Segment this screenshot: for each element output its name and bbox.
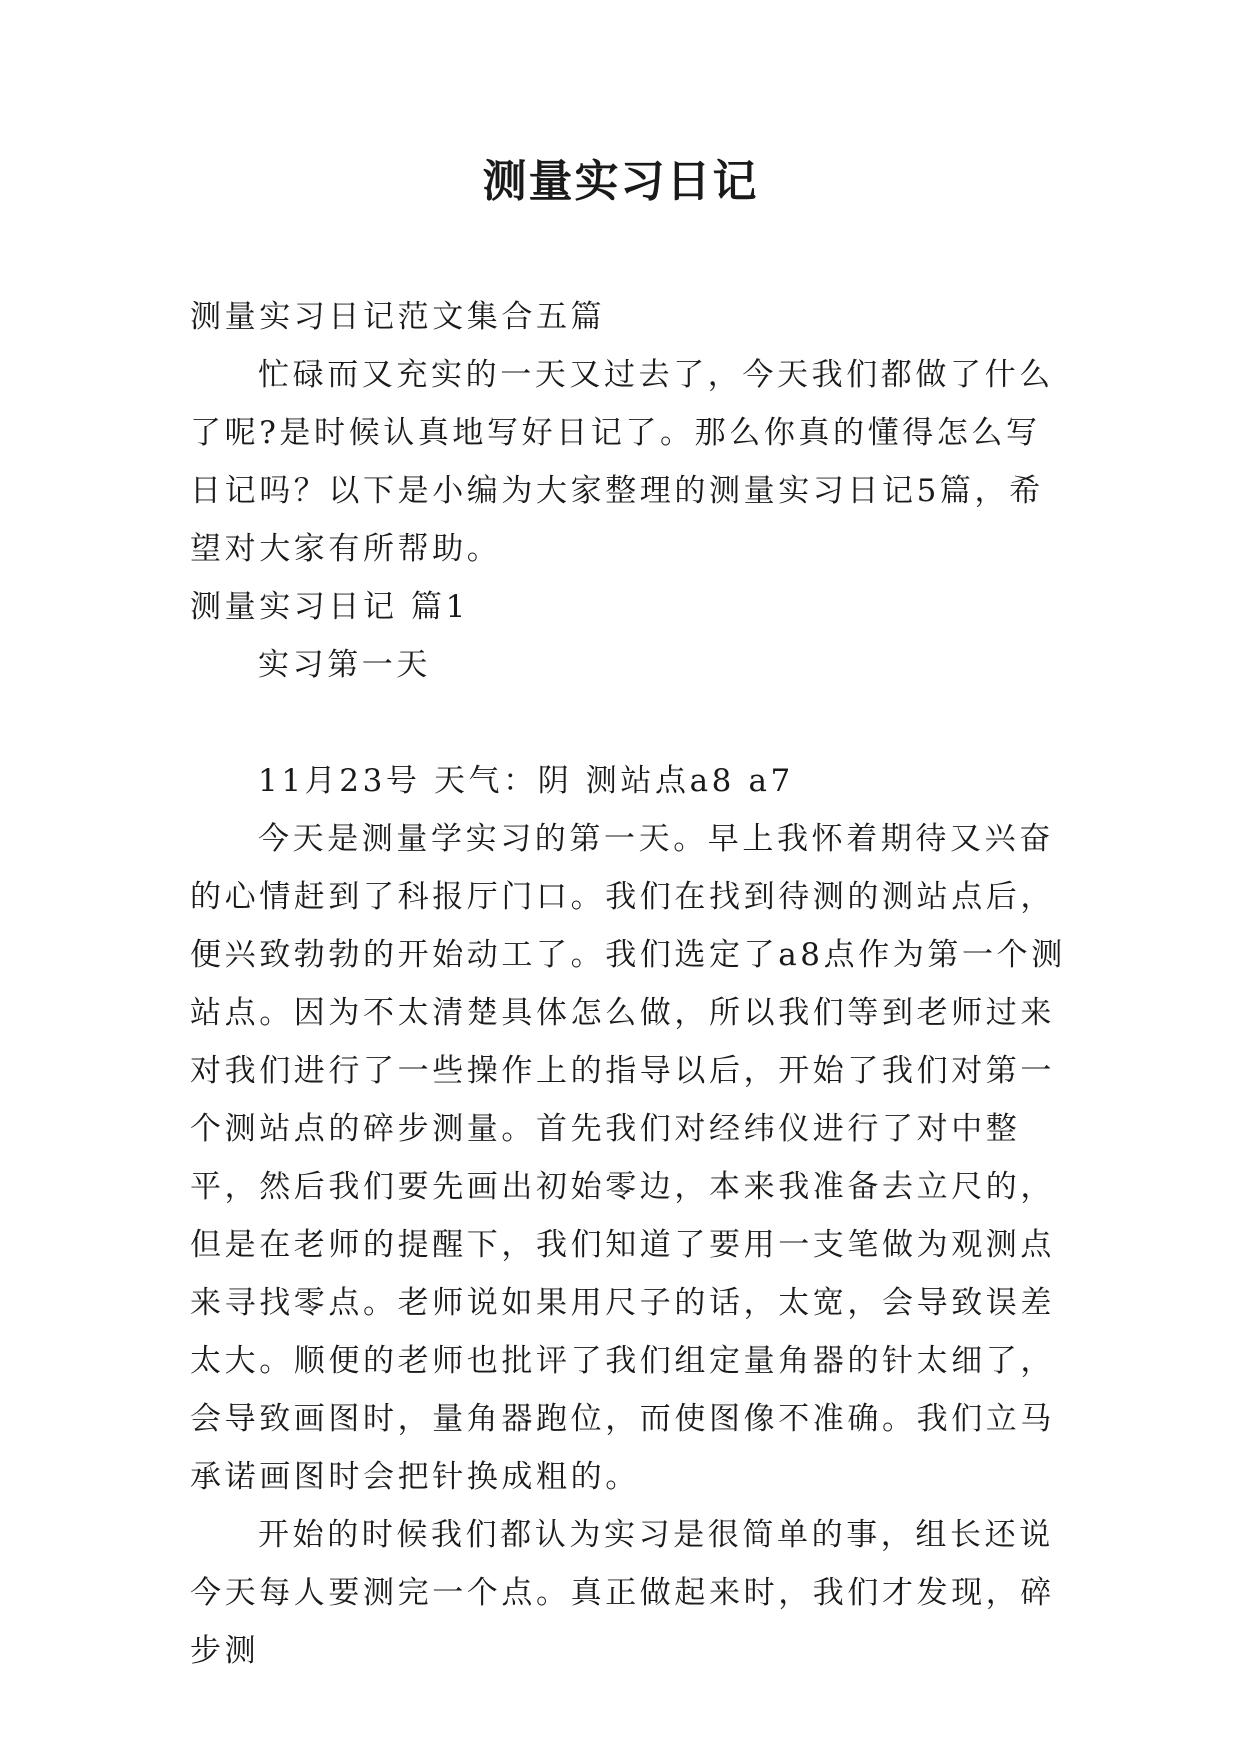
date-line: 11月23号 天气：阴 测站点a8 a7 xyxy=(258,763,794,799)
blank-line xyxy=(190,694,1068,752)
body-paragraph-2: 开始的时候我们都认为实习是很简单的事，组长还说今天每人要测完一个点。真正做起来时，我们才发现，碎步测 xyxy=(190,1517,1055,1669)
document-body xyxy=(190,288,1068,1680)
document-title: 测量实习日记 xyxy=(482,156,759,207)
section-heading: 测量实习日记 篇1 xyxy=(190,589,469,625)
document-subtitle: 测量实习日记范文集合五篇 xyxy=(190,299,606,335)
day-heading: 实习第一天 xyxy=(258,647,431,683)
intro-paragraph: 忙碌而又充实的一天又过去了，今天我们都做了什么了呢?是时候认真地写好日记了。那么你真的懂得怎么写日记吗？以下是小编为大家整理的测量实习日记5篇，希望对大家有所帮助。 xyxy=(190,357,1054,567)
body-paragraph-1: 今天是测量学实习的第一天。早上我怀着期待又兴奋的心情赶到了科报厅门口。我们在找到待测的测站点后，便兴致勃勃的开始动工了。我们选定了a8点作为第一个测站点。因为不太清楚具体怎么做，所以我们等到老师过来对我们进行了一些操作上的指导以后，开始了我们对第一个测站点的碎步测量。首先我们对经纬仪进行了对中整平，然后我们要先画出初始零边，本来我准备去立尺的，但是在老师的提醒下，我们知道了要用一支笔做为观测点来寻找零点。老师说如果用尺子的话，太宽，会导致误差太大。顺便的老师也批评了我们组定量角器的针太细了，会导致画图时，量角器跑位，而使图像不准确。我们立马承诺画图时会把针换成粗的。 xyxy=(190,821,1066,1495)
